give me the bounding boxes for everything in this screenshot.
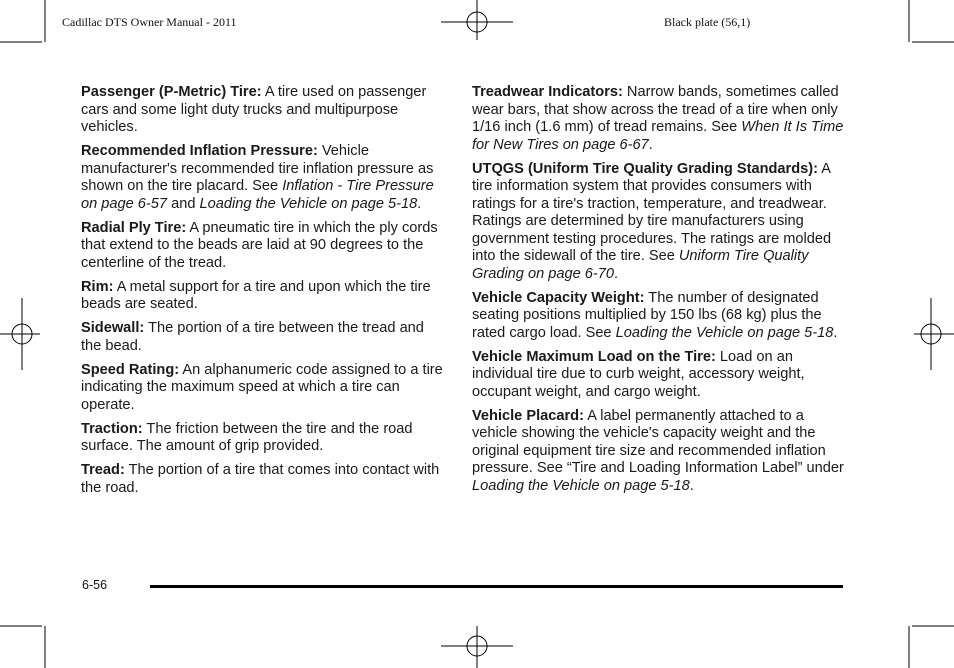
registration-target-top bbox=[441, 0, 513, 40]
cross-reference: Loading the Vehicle on page 5‑18 bbox=[199, 195, 418, 212]
glossary-term-colon: : bbox=[710, 348, 716, 365]
glossary-term: Vehicle Maximum Load on the Tire bbox=[472, 348, 711, 365]
glossary-entry-tread bbox=[81, 462, 447, 497]
registration-target-left bbox=[0, 298, 40, 370]
right-column bbox=[472, 84, 846, 502]
glossary-term-colon: : bbox=[618, 84, 623, 100]
glossary-term-colon: : bbox=[139, 320, 145, 336]
definition-text: . bbox=[614, 265, 619, 282]
definition-text: A label permanently attached to a vehicle showing the vehicle's capacity weight and the original equipment tire size and recommended inflation pressure. See “Tire and Loading Information Label” under bbox=[472, 407, 844, 476]
registration-target-right bbox=[914, 298, 954, 370]
definition-text: A pneumatic tire in which the ply cords that extend to the beads are laid at 90 degrees to the centerline of the tread. bbox=[81, 219, 438, 271]
glossary-term: Treadwear Indicators bbox=[472, 84, 618, 100]
glossary-term: Passenger (P-Metric) Tire bbox=[81, 84, 257, 100]
definition-text: The friction between the tire and the road surface. The amount of grip provided. bbox=[81, 420, 413, 454]
glossary-term-colon: : bbox=[181, 219, 187, 236]
glossary-term: Radial Ply Tire bbox=[81, 219, 182, 236]
definition-text: and bbox=[167, 195, 200, 212]
glossary-entry-speed-rating bbox=[81, 362, 447, 415]
cross-reference: Loading the Vehicle on page 5‑18 bbox=[615, 324, 834, 341]
left-column bbox=[81, 84, 447, 504]
definition-text: The portion of a tire between the tread and the bead. bbox=[81, 320, 424, 354]
glossary-entry-passenger-p-metric-tire bbox=[81, 84, 447, 137]
glossary-entry-traction bbox=[81, 421, 447, 456]
glossary-term: Speed Rating bbox=[81, 361, 175, 378]
cross-reference: When It Is Time for New Tires on page 6‑67 bbox=[472, 119, 844, 153]
definition-text: . bbox=[648, 136, 653, 153]
glossary-term: Traction bbox=[81, 420, 138, 437]
registration-target-bottom bbox=[441, 626, 513, 668]
glossary-entry-vehicle-capacity-weight bbox=[472, 290, 846, 343]
footer-rule bbox=[150, 585, 843, 588]
cross-reference: Loading the Vehicle on page 5‑18 bbox=[472, 477, 690, 494]
glossary-term-colon: : bbox=[119, 462, 125, 478]
glossary-term-colon: : bbox=[108, 278, 114, 295]
glossary-term-colon: : bbox=[813, 160, 818, 177]
definition-text: An alphanumeric code assigned to a tire indicating the maximum speed at which a tire can operate. bbox=[81, 361, 443, 413]
glossary-entry-treadwear-indicators bbox=[472, 84, 846, 154]
glossary-term-colon: : bbox=[312, 143, 318, 159]
definition-text: . bbox=[689, 477, 694, 494]
glossary-entry-vehicle-placard bbox=[472, 408, 846, 496]
glossary-term: Rim bbox=[81, 278, 109, 295]
definition-text: A tire information system that provides consumers with ratings for a tire's traction, temperature, and treadwear. Ratings are determined by tire manufacturers using government testing procedures. The ratings are molded into the sidewall of the tire. See bbox=[472, 160, 832, 264]
definition-text: Narrow bands, sometimes called wear bars, that show across the tread of a tire when only 1/16 inch (1.6 mm) of tread remains. See bbox=[472, 84, 839, 135]
glossary-term: UTQGS (Uniform Tire Quality Grading Standards) bbox=[472, 160, 814, 177]
glossary-entry-rim bbox=[81, 279, 447, 314]
definition-text: . bbox=[417, 195, 422, 212]
glossary-term-colon: : bbox=[174, 361, 180, 378]
glossary-term: Recommended Inflation Pressure bbox=[81, 143, 313, 159]
glossary-term: Vehicle Placard bbox=[472, 407, 580, 424]
glossary-entry-vehicle-maximum-load-on-the-tire bbox=[472, 349, 846, 402]
glossary-entry-utqgs-uniform-tire-quality-grading-standards bbox=[472, 161, 846, 284]
cross-reference: Uniform Tire Quality Grading on page 6‑70 bbox=[472, 248, 809, 282]
glossary-term: Vehicle Capacity Weight bbox=[472, 289, 640, 306]
glossary-entry-recommended-inflation-pressure bbox=[81, 143, 447, 213]
glossary-entry-sidewall bbox=[81, 320, 447, 355]
definition-text: The portion of a tire that comes into contact with the road. bbox=[81, 462, 440, 496]
glossary-term-colon: : bbox=[639, 289, 645, 306]
glossary-term-colon: : bbox=[137, 420, 143, 437]
definition-text: Load on an individual tire due to curb weight, accessory weight, occupant weight, and cargo weight. bbox=[472, 348, 805, 400]
glossary-term-colon: : bbox=[579, 407, 584, 424]
definition-text: Vehicle manufacturer's recommended tire inflation pressure as shown on the tire placard. See bbox=[81, 143, 434, 194]
page-number: 6-56 bbox=[82, 578, 108, 592]
definition-text: A tire used on passenger cars and some light duty trucks and multipurpose vehicles. bbox=[81, 84, 427, 135]
glossary-term: Tread bbox=[81, 462, 120, 478]
definition-text: . bbox=[833, 324, 838, 341]
cross-reference: Inflation - Tire Pressure on page 6‑57 bbox=[81, 178, 434, 212]
definition-text: The number of designated seating positions multiplied by 150 lbs (68 kg) plus the rated cargo load. See bbox=[472, 289, 822, 341]
glossary-term: Sidewall bbox=[81, 320, 140, 336]
running-header-title: Cadillac DTS Owner Manual - 2011 bbox=[62, 15, 237, 29]
glossary-term-colon: : bbox=[256, 84, 262, 100]
running-header-plate: Black plate (56,1) bbox=[664, 15, 751, 29]
glossary-entry-radial-ply-tire bbox=[81, 220, 447, 273]
definition-text: A metal support for a tire and upon which the tire beads are seated. bbox=[81, 278, 431, 312]
